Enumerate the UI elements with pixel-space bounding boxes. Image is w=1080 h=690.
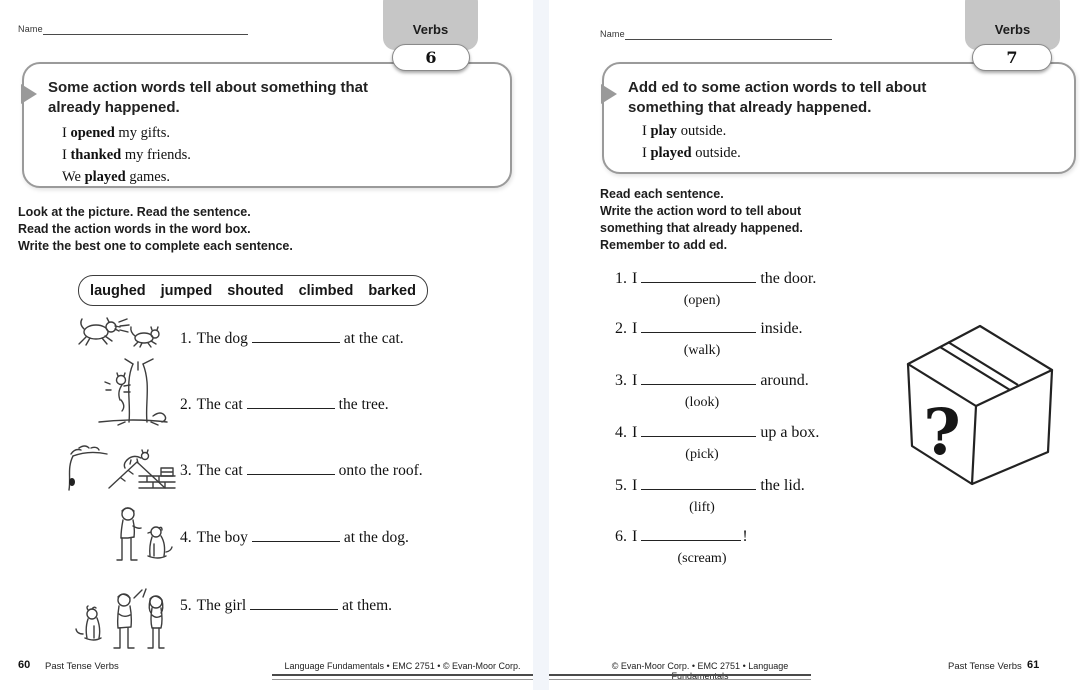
item-text-pre: The girl (196, 597, 247, 614)
directions-line: Read the action words in the word box. (18, 222, 251, 236)
lesson-number-badge (972, 44, 1052, 71)
pointer-arrow-icon (21, 84, 37, 104)
rule-box (22, 62, 512, 188)
footer-section-title: Past Tense Verbs (948, 661, 1022, 672)
cat-climbing-tree-picture (95, 358, 171, 428)
word-box-word: laughed (90, 282, 146, 299)
directions-line: Read each sentence. (600, 187, 724, 201)
item-text-pre: I (632, 477, 638, 494)
directions-line: Look at the picture. Read the sentence. (18, 205, 251, 219)
verb-hint: (scream) (677, 551, 727, 566)
example-sentence: I thanked my friends. (62, 147, 191, 163)
answer-blank[interactable] (252, 539, 340, 542)
item-number: 2. (180, 396, 192, 413)
left-page (0, 0, 533, 690)
item-number: 5. (180, 597, 192, 614)
verb-hint: (walk) (683, 343, 721, 358)
answer-blank[interactable] (641, 538, 741, 541)
answer-blank[interactable] (641, 487, 756, 490)
item-text-post: the tree. (338, 396, 389, 413)
exercise-item (615, 477, 805, 516)
question-mark-icon: ? (923, 395, 961, 470)
item-text-pre: I (632, 424, 638, 441)
word-box-word: climbed (298, 282, 354, 299)
item-text-post: the door. (760, 270, 817, 287)
exercise-item (180, 396, 389, 414)
word-box-word: shouted (227, 282, 284, 299)
item-number: 5. (615, 477, 627, 494)
word-box-word: jumped (160, 282, 213, 299)
boy-shouting-at-dog-picture (106, 504, 176, 568)
item-text-pre: The boy (196, 529, 248, 546)
example-sentence: I played outside. (642, 145, 741, 161)
item-text-post: ! (742, 528, 748, 545)
item-text-post: inside. (760, 320, 803, 337)
item-text-post: onto the roof. (338, 462, 423, 479)
example-sentence: I opened my gifts. (62, 125, 170, 141)
item-text-post: up a box. (760, 424, 820, 441)
exercise-item (180, 330, 404, 348)
page-number: 61 (1027, 659, 1040, 671)
dog-chasing-cat-picture (74, 314, 168, 348)
verb-hint: (pick) (685, 447, 719, 462)
tab-label: Verbs (994, 22, 1031, 37)
item-number: 4. (615, 424, 627, 441)
rule-examples (642, 120, 741, 164)
item-number: 3. (180, 462, 192, 479)
exercise-item (615, 424, 819, 463)
item-text-pre: I (632, 372, 638, 389)
name-label: Name (18, 24, 43, 34)
item-text-pre: I (632, 320, 638, 337)
answer-blank[interactable] (252, 340, 340, 343)
footer-section-title: Past Tense Verbs (45, 661, 119, 672)
page-number: 60 (18, 659, 31, 671)
exercise-item (615, 528, 759, 567)
item-number: 6. (615, 528, 627, 545)
footer-credit: © Evan-Moor Corp. • EMC 2751 • Language Fundamentals (611, 661, 789, 681)
footer-rule (272, 674, 533, 680)
rule-box (602, 62, 1076, 174)
item-number: 3. (615, 372, 627, 389)
example-sentence: We played games. (62, 169, 170, 185)
answer-blank[interactable] (641, 280, 756, 283)
exercise-item (615, 270, 816, 309)
pointer-arrow-icon (601, 84, 617, 104)
page-gutter (533, 0, 549, 690)
answer-blank[interactable] (641, 330, 756, 333)
item-text-pre: I (632, 270, 638, 287)
verb-hint: (open) (683, 293, 721, 308)
cat-jumping-onto-roof-picture (63, 442, 177, 492)
lesson-number: 6 (425, 48, 437, 67)
name-input-line[interactable] (43, 33, 248, 35)
answer-blank[interactable] (641, 382, 756, 385)
item-text-post: at them. (342, 597, 393, 614)
answer-blank[interactable] (641, 434, 756, 437)
name-input-line[interactable] (625, 38, 832, 40)
item-text-pre: The cat (196, 462, 243, 479)
directions (600, 186, 803, 254)
rule-examples (62, 122, 191, 188)
directions-line: Remember to add ed. (600, 238, 728, 252)
item-text-pre: The cat (196, 396, 243, 413)
directions-line: Write the best one to complete each sentence. (18, 239, 293, 253)
item-text-post: at the dog. (343, 529, 409, 546)
exercise-item (180, 597, 392, 615)
word-box-word: barked (368, 282, 416, 299)
item-text-pre: The dog (196, 330, 248, 347)
tab-label: Verbs (412, 22, 449, 37)
rule-heading: Add ed to some action words to tell about something that already happened. (628, 79, 927, 116)
footer-rule (549, 674, 811, 680)
item-text-pre: I (632, 528, 638, 545)
item-text-post: the lid. (760, 477, 805, 494)
item-number: 1. (615, 270, 627, 287)
answer-blank[interactable] (250, 607, 338, 610)
exercise-item (180, 462, 423, 480)
exercise-item (615, 320, 803, 359)
girl-shouting-at-boy-and-dog-picture (72, 582, 176, 652)
lesson-number-badge (392, 44, 470, 71)
answer-blank[interactable] (247, 406, 335, 409)
item-number: 2. (615, 320, 627, 337)
footer-credit: Language Fundamentals • EMC 2751 • © Evan-Moor Corp. (284, 661, 521, 671)
lesson-number: 7 (1006, 48, 1018, 67)
name-label: Name (600, 29, 625, 39)
verb-hint: (look) (684, 395, 720, 410)
word-box (78, 275, 428, 306)
directions-line: something that already happened. (600, 221, 803, 235)
verbs-tab (965, 0, 1060, 50)
right-page (549, 0, 1080, 690)
directions (18, 204, 293, 255)
item-text-post: at the cat. (343, 330, 404, 347)
answer-blank[interactable] (247, 472, 335, 475)
mystery-box-picture (902, 318, 1058, 488)
item-number: 1. (180, 330, 192, 347)
item-number: 4. (180, 529, 192, 546)
example-sentence: I play outside. (642, 123, 727, 139)
exercise-item (615, 372, 809, 411)
item-text-post: around. (760, 372, 809, 389)
exercise-item (180, 529, 409, 547)
rule-heading: Some action words tell about something that already happened. (48, 79, 369, 116)
directions-line: Write the action word to tell about (600, 204, 802, 218)
verb-hint: (lift) (689, 500, 715, 515)
verbs-tab (383, 0, 478, 50)
